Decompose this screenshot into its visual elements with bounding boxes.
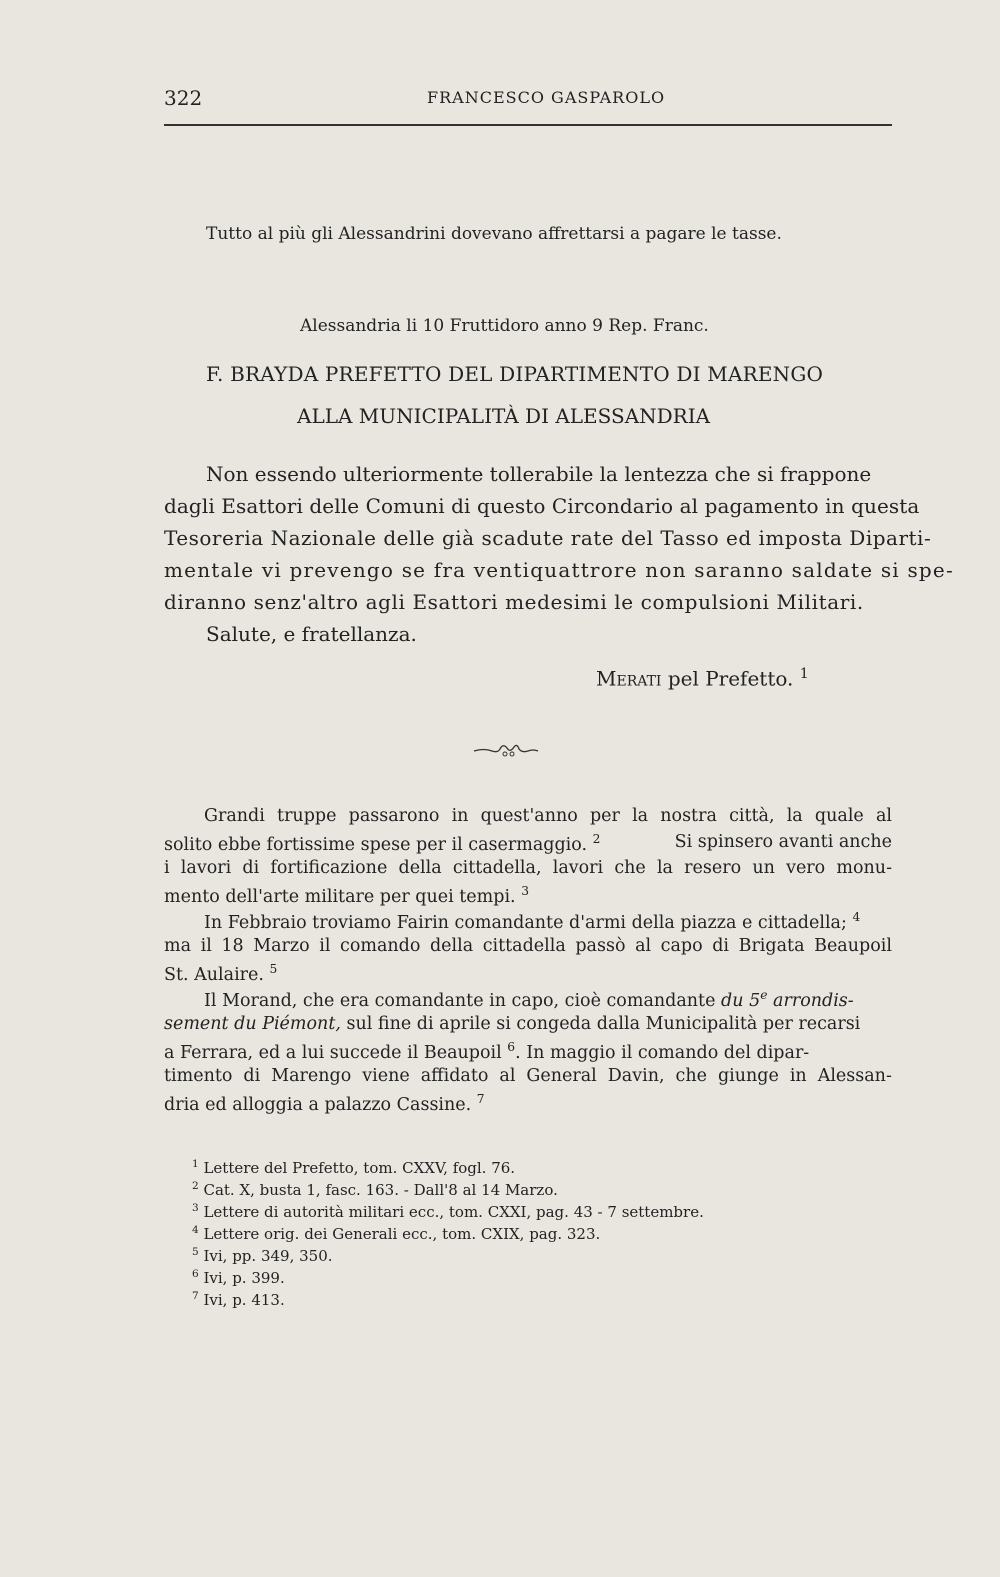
letter-body-line: Non essendo ulteriormente tollerabile la lentezza che si frappone [206,462,872,486]
text-line: Il Morand, che era comandante in capo, cioè comandante du 5e arrondis- [204,988,854,1011]
letter-body-line: diranno senz'altro agli Esattori medesimi le compulsioni Militari. [164,590,864,614]
text-line: i lavori di fortificazione della cittadella, lavori che la resero un vero monu- [164,858,892,878]
footnote-ref: 6 [507,1040,516,1054]
footnote-ref: 1 [799,666,809,682]
letter-body-line: Tesoreria Nazionale delle già scadute rate del Tasso ed imposta Diparti- [164,526,932,550]
text-line: ma il 18 Marzo il comando della cittadella passò al capo di Brigata Beaupoil [164,936,892,956]
footnote: $^5$ Ivi, pp. 349, 350. [192,1246,333,1265]
footnote-ref: 2 [592,832,601,846]
footnote-ref: 7 [476,1092,485,1106]
footnote-ref: 3 [521,884,529,898]
text-line: Si spinsero avanti anche [674,832,892,852]
header-rule [164,124,892,126]
letter-heading-sender: F. BRAYDA PREFETTO DEL DIPARTIMENTO DI MARENGO [206,362,824,386]
letter-body-line: dagli Esattori delle Comuni di questo Circondario al pagamento in questa [164,494,920,518]
signature-role: pel Prefetto. [667,666,794,691]
letter-dateline: Alessandria li 10 Fruttidoro anno 9 Rep. Franc. [300,316,709,336]
letter-heading-recipient: ALLA MUNICIPALITÀ DI ALESSANDRIA [297,404,711,428]
section-ornament [470,738,540,762]
intro-line: Tutto al più gli Alessandrini dovevano affrettarsi a pagare le tasse. [206,224,782,244]
running-title: FRANCESCO GASPAROLO [427,88,666,107]
text-line: mento dell'arte militare per quei tempi. $^3$ [164,884,529,907]
text-line: a Ferrara, ed a lui succede il Beaupoil $^6$. In maggio il comando del dipar- [164,1040,810,1063]
footnote: $^4$ Lettere orig. dei Generali ecc., tom. CXIX, pag. 323. [192,1224,601,1243]
footnote: $^7$ Ivi, p. 413. [192,1290,285,1309]
text-line: St. Aulaire. $^5$ [164,962,278,985]
text-line: Grandi truppe passarono in quest'anno per la nostra città, la quale al [204,806,892,826]
text-line: In Febbraio troviamo Fairin comandante d'armi della piazza e cittadella; $^4$ [204,910,861,933]
text-line: solito ebbe fortissime spese per il casermaggio. $^2$ [164,832,601,855]
letter-signature [596,666,809,691]
footnote: $^6$ Ivi, p. 399. [192,1268,285,1287]
page-header [164,86,892,116]
footnote: $^2$ Cat. X, busta 1, fasc. 163. - Dall'8 al 14 Marzo. [192,1180,558,1199]
letter-closing: Salute, e fratellanza. [206,622,417,646]
footnote: $^1$ Lettere del Prefetto, tom. CXXV, fogl. 76. [192,1158,516,1177]
text-line: sement du Piémont, sul fine di aprile si congeda dalla Municipalità per recarsi [164,1014,861,1034]
signature-name: Merati [596,666,662,691]
letter-body-line: mentale vi prevengo se fra ventiquattrore non saranno saldate si spe- [164,558,954,582]
page-number: 322 [164,86,203,110]
footnote: $^3$ Lettere di autorità militari ecc., tom. CXXI, pag. 43 - 7 settembre. [192,1202,704,1221]
text-line: dria ed alloggia a palazzo Cassine. $^7$ [164,1092,485,1115]
text-line: timento di Marengo viene affidato al General Davin, che giunge in Alessan- [164,1066,892,1086]
footnote-ref: 4 [852,910,861,924]
footnote-ref: 5 [269,962,278,976]
